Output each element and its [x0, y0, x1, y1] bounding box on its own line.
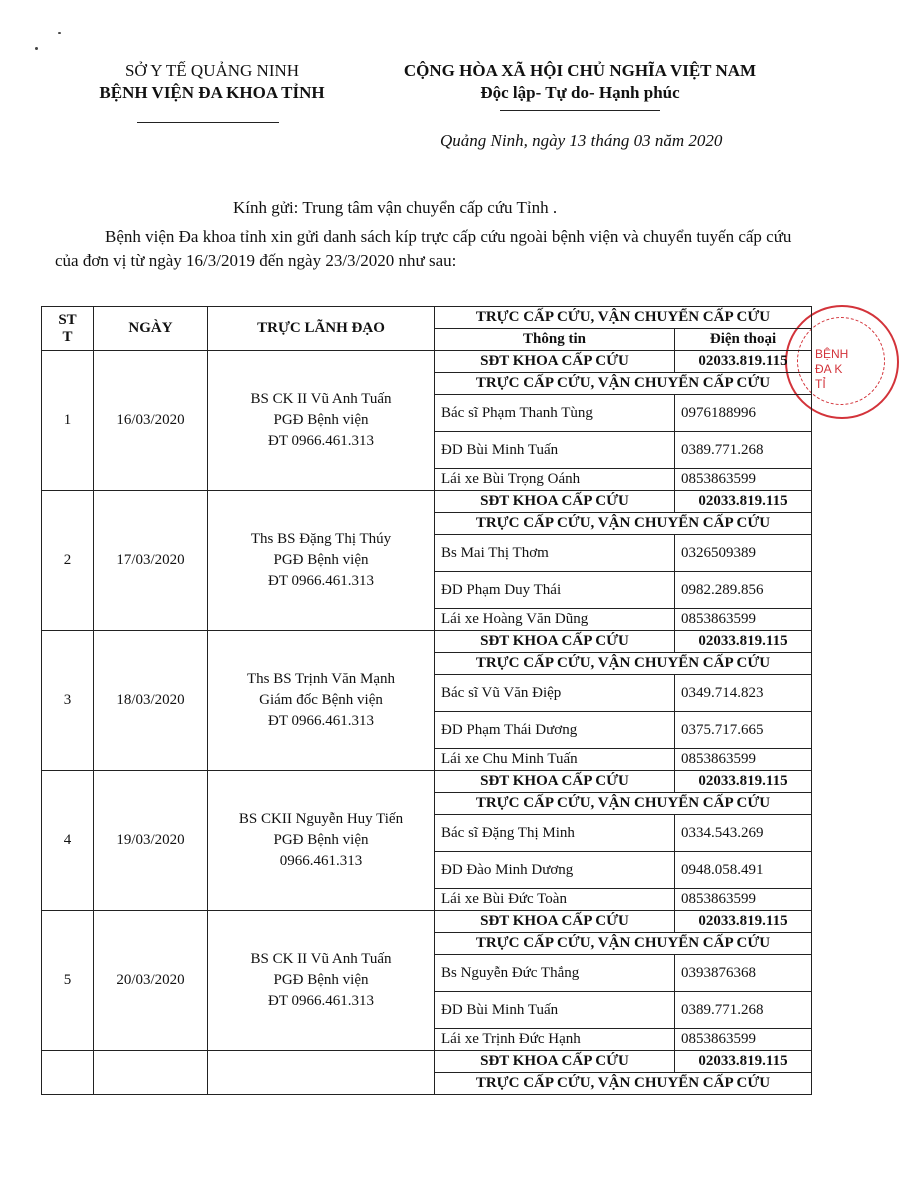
staff-phone: 0853863599 — [675, 609, 812, 631]
table-row — [42, 1051, 812, 1073]
duty-subheader: TRỰC CẤP CỨU, VẬN CHUYỂN CẤP CỨU — [435, 653, 812, 675]
staff-phone: 0334.543.269 — [675, 815, 812, 852]
staff-name: Lái xe Bùi Trọng Oánh — [435, 469, 675, 491]
header-emergency-duty: TRỰC CẤP CỨU, VẬN CHUYỂN CẤP CỨU — [435, 307, 812, 329]
staff-name: Bác sĩ Đặng Thị Minh — [435, 815, 675, 852]
staff-name: ĐD Phạm Duy Thái — [435, 572, 675, 609]
staff-phone: 0389.771.268 — [675, 992, 812, 1029]
staff-phone: 0375.717.665 — [675, 712, 812, 749]
table-row — [42, 631, 812, 653]
staff-name: Lái xe Hoàng Văn Dũng — [435, 609, 675, 631]
row-stt: 2 — [42, 491, 94, 631]
seal-text: BỆNH ĐA K TỈ — [815, 347, 849, 391]
dept-phone-number: 02033.819.115 — [675, 631, 812, 653]
header-leader: TRỰC LÃNH ĐẠO — [208, 307, 435, 351]
issuer-underline — [137, 122, 279, 123]
staff-phone: 0349.714.823 — [675, 675, 812, 712]
issuer-hospital: BỆNH VIỆN ĐA KHOA TỈNH — [99, 83, 325, 102]
staff-phone: 0948.058.491 — [675, 852, 812, 889]
row-stt: 1 — [42, 351, 94, 491]
dept-phone-number: 02033.819.115 — [675, 911, 812, 933]
issuer-department: SỞ Y TẾ QUẢNG NINH — [124, 61, 300, 80]
staff-phone: 0853863599 — [675, 889, 812, 911]
row-date: 19/03/2020 — [94, 771, 208, 911]
row-stt: 4 — [42, 771, 94, 911]
national-header — [360, 60, 800, 104]
staff-phone: 0389.771.268 — [675, 432, 812, 469]
document-date: Quảng Ninh, ngày 13 tháng 03 năm 2020 — [440, 131, 723, 150]
staff-name: Bác sĩ Vũ Văn Điệp — [435, 675, 675, 712]
header-phone: Điện thoại — [675, 329, 812, 351]
staff-name: Bs Mai Thị Thơm — [435, 535, 675, 572]
header-date: NGÀY — [94, 307, 208, 351]
row-stt: 3 — [42, 631, 94, 771]
table-row — [42, 351, 812, 373]
staff-name: Lái xe Trịnh Đức Hạnh — [435, 1029, 675, 1051]
dept-phone-label: SĐT KHOA CẤP CỨU — [435, 911, 675, 933]
row-date: 20/03/2020 — [94, 911, 208, 1051]
duty-roster-table — [41, 306, 812, 1095]
row-stt — [42, 1051, 94, 1095]
dept-phone-label: SĐT KHOA CẤP CỨU — [435, 771, 675, 793]
dept-phone-number: 02033.819.115 — [675, 1051, 812, 1073]
staff-name: ĐD Bùi Minh Tuấn — [435, 432, 675, 469]
dept-phone-label: SĐT KHOA CẤP CỨU — [435, 491, 675, 513]
staff-name: ĐD Đào Minh Dương — [435, 852, 675, 889]
row-leader: BS CK II Vũ Anh Tuấn PGĐ Bệnh viện ĐT 0966.461.313 — [208, 911, 435, 1051]
intro-paragraph: Bệnh viện Đa khoa tỉnh xin gửi danh sách kíp trực cấp cứu ngoài bệnh viện và chuyển tuyến cấp cứu của đơn vị từ ngày 16/3/2019 đến ngày 23/3/2020 như sau: — [55, 227, 792, 270]
table-header-row — [42, 307, 812, 329]
duty-subheader: TRỰC CẤP CỨU, VẬN CHUYỂN CẤP CỨU — [435, 513, 812, 535]
staff-phone: 0393876368 — [675, 955, 812, 992]
row-date — [94, 1051, 208, 1095]
duty-subheader: TRỰC CẤP CỨU, VẬN CHUYỂN CẤP CỨU — [435, 373, 812, 395]
dept-phone-label: SĐT KHOA CẤP CỨU — [435, 1051, 675, 1073]
staff-phone: 0326509389 — [675, 535, 812, 572]
dept-phone-label: SĐT KHOA CẤP CỨU — [435, 351, 675, 373]
dept-phone-number: 02033.819.115 — [675, 491, 812, 513]
national-title: CỘNG HÒA XÃ HỘI CHỦ NGHĨA VIỆT NAM — [403, 61, 757, 80]
duty-subheader: TRỰC CẤP CỨU, VẬN CHUYỂN CẤP CỨU — [435, 1073, 812, 1095]
staff-phone: 0982.289.856 — [675, 572, 812, 609]
row-date: 16/03/2020 — [94, 351, 208, 491]
dept-phone-number: 02033.819.115 — [675, 771, 812, 793]
row-leader — [208, 1051, 435, 1095]
staff-phone: 0853863599 — [675, 469, 812, 491]
motto-underline — [500, 110, 660, 111]
row-leader: Ths BS Trịnh Văn Mạnh Giám đốc Bệnh viện ĐT 0966.461.313 — [208, 631, 435, 771]
dept-phone-label: SĐT KHOA CẤP CỨU — [435, 631, 675, 653]
staff-phone: 0853863599 — [675, 1029, 812, 1051]
staff-phone: 0853863599 — [675, 749, 812, 771]
duty-subheader: TRỰC CẤP CỨU, VẬN CHUYỂN CẤP CỨU — [435, 793, 812, 815]
national-motto: Độc lập- Tự do- Hạnh phúc — [480, 83, 680, 102]
staff-name: Bs Nguyễn Đức Thắng — [435, 955, 675, 992]
staff-phone: 0976188996 — [675, 395, 812, 432]
table-row — [42, 491, 812, 513]
row-date: 18/03/2020 — [94, 631, 208, 771]
staff-name: Lái xe Chu Minh Tuấn — [435, 749, 675, 771]
staff-name: Bác sĩ Phạm Thanh Tùng — [435, 395, 675, 432]
header-info: Thông tin — [435, 329, 675, 351]
table-row — [42, 771, 812, 793]
row-leader: BS CKII Nguyễn Huy Tiến PGĐ Bệnh viện 0966.461.313 — [208, 771, 435, 911]
header-stt: ST T — [42, 307, 94, 351]
issuer-header — [62, 60, 362, 104]
staff-name: Lái xe Bùi Đức Toàn — [435, 889, 675, 911]
row-leader: Ths BS Đặng Thị Thúy PGĐ Bệnh viện ĐT 0966.461.313 — [208, 491, 435, 631]
staff-name: ĐD Phạm Thái Dương — [435, 712, 675, 749]
row-date: 17/03/2020 — [94, 491, 208, 631]
row-leader: BS CK II Vũ Anh Tuấn PGĐ Bệnh viện ĐT 0966.461.313 — [208, 351, 435, 491]
duty-subheader: TRỰC CẤP CỨU, VẬN CHUYỂN CẤP CỨU — [435, 933, 812, 955]
greeting: Kính gửi: Trung tâm vận chuyển cấp cứu Tỉnh . — [233, 198, 558, 217]
dept-phone-number: 02033.819.115 — [675, 351, 812, 373]
row-stt: 5 — [42, 911, 94, 1051]
staff-name: ĐD Bùi Minh Tuấn — [435, 992, 675, 1029]
table-row — [42, 911, 812, 933]
